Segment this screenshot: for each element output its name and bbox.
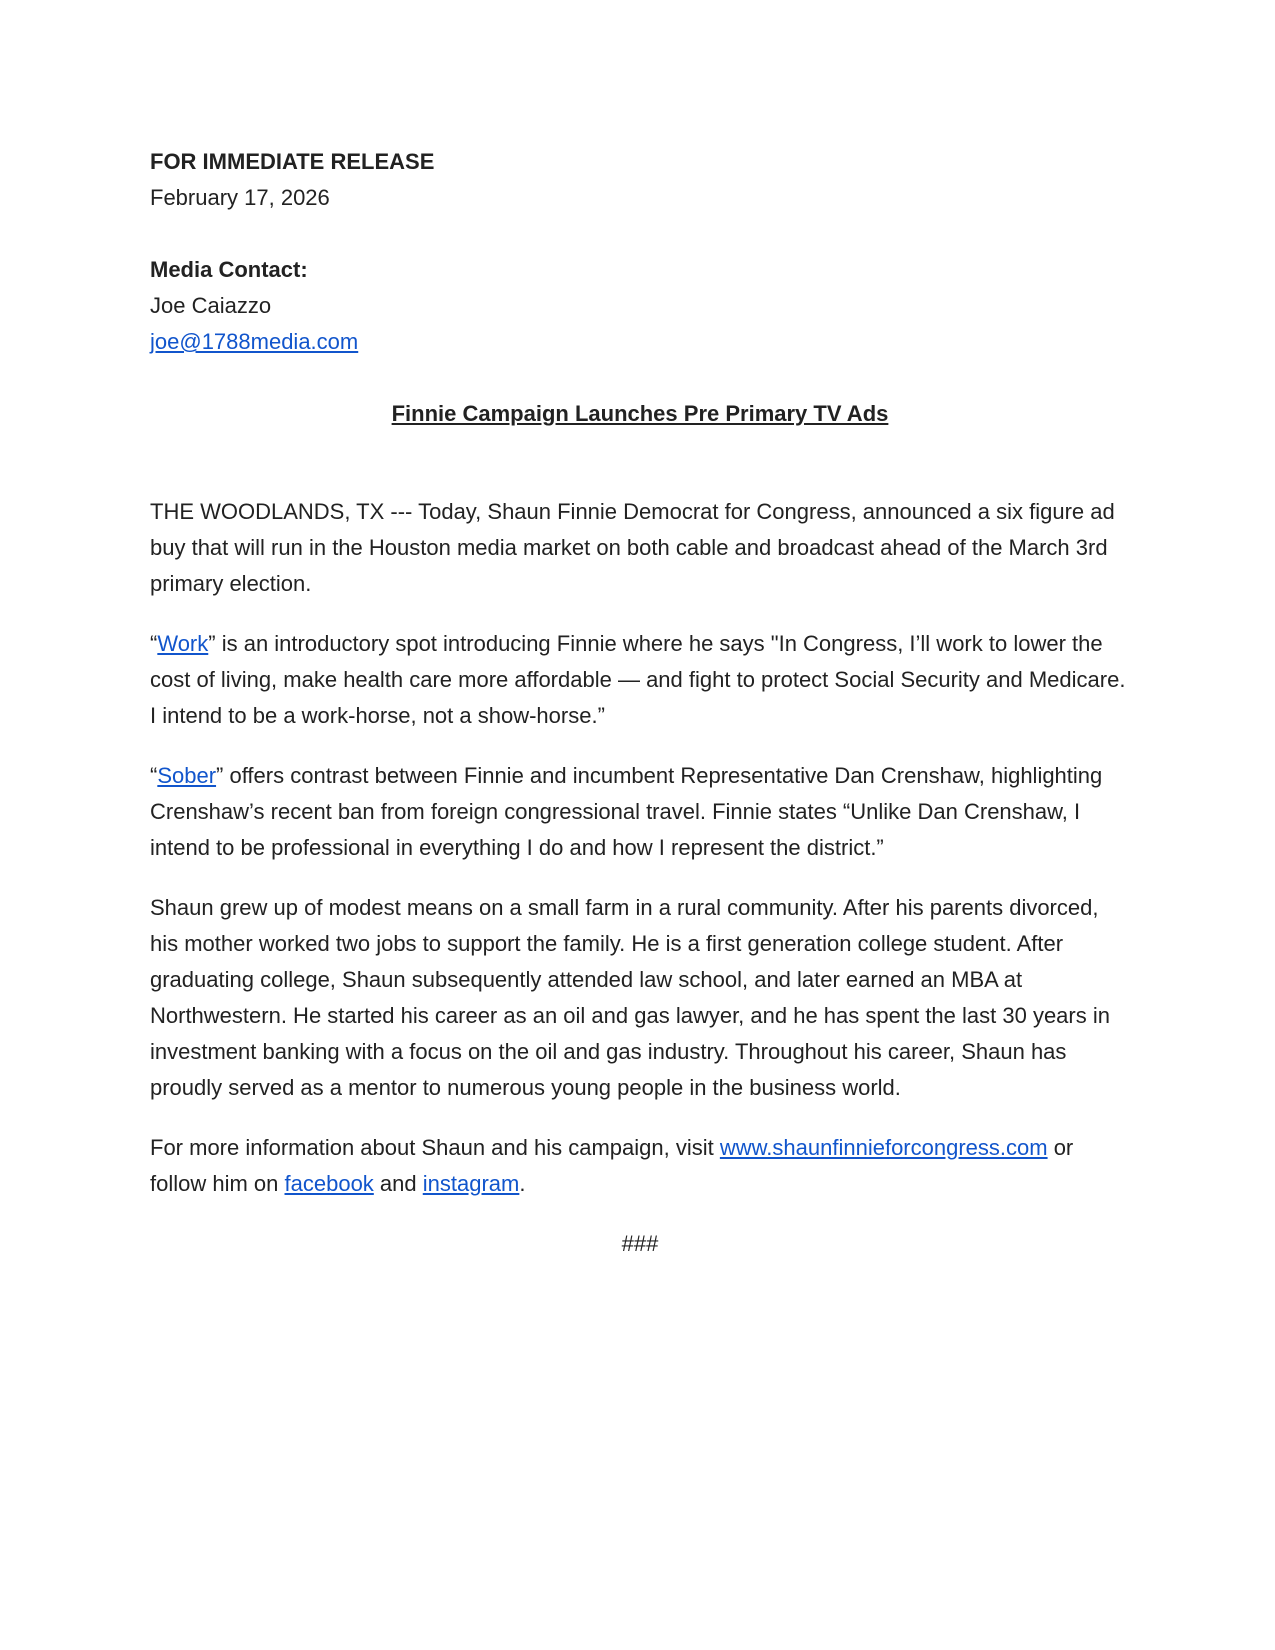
sober-ad-paragraph: [150, 758, 1130, 866]
media-contact-email: [150, 324, 1130, 360]
sober-ad-text: ” offers contrast between Finnie and incumbent Representative Dan Crenshaw, highlighting Crenshaw’s recent ban from foreign congressional travel. Finnie states “Unlike Dan Crenshaw, I intend to be professional in everything I do and how I represent the district.”: [150, 763, 1103, 860]
more-info-text: For more information about Shaun and his campaign, visit: [150, 1135, 720, 1160]
intro-paragraph: THE WOODLANDS, TX --- Today, Shaun Finnie Democrat for Congress, announced a six figure ad buy that will run in the Houston media market on both cable and broadcast ahead of the March 3rd primary election.: [150, 499, 1115, 596]
end-mark: ###: [621, 1231, 659, 1256]
work-ad-link[interactable]: Work: [157, 631, 209, 656]
and-text: and: [373, 1171, 423, 1196]
more-info-paragraph: [150, 1130, 1130, 1202]
press-release-page: [150, 144, 1130, 1284]
bio-paragraph: Shaun grew up of modest means on a small farm in a rural community. After his parents divorced, his mother worked two jobs to support the family. He is a first generation college student. After graduating college, Shaun subsequently attended law school, and later earned an MBA at Northwestern. He started his career as an oil and gas lawyer, and he has spent the last 30 years in investment banking with a focus on the oil and gas industry. Throughout his career, Shaun has proudly served as a mentor to numerous young people in the business world.: [150, 895, 1110, 1100]
headline: Finnie Campaign Launches Pre Primary TV Ads: [391, 401, 889, 426]
media-contact-name: Joe Caiazzo: [150, 293, 272, 318]
website-link[interactable]: www.shaunfinnieforcongress.com: [719, 1135, 1048, 1160]
follow-text: or follow him on: [150, 1135, 1074, 1196]
work-open-quote: “: [150, 631, 158, 656]
release-date: February 17, 2026: [150, 185, 330, 210]
contact-email-link[interactable]: joe@1788media.com: [150, 329, 359, 354]
period-text: .: [519, 1171, 526, 1196]
release-label: FOR IMMEDIATE RELEASE: [150, 149, 435, 174]
sober-open-quote: “: [150, 763, 158, 788]
media-contact-label: Media Contact:: [150, 257, 308, 282]
sober-ad-link[interactable]: Sober: [157, 763, 217, 788]
instagram-link[interactable]: instagram: [422, 1171, 520, 1196]
facebook-link[interactable]: facebook: [284, 1171, 374, 1196]
work-ad-paragraph: [150, 626, 1130, 734]
work-ad-text: ” is an introductory spot introducing Finnie where he says "In Congress, I’ll work to lower the cost of living, make health care more affordable — and fight to protect Social Security and Medicare. I intend to be a work-horse, not a show-horse.”: [150, 631, 1126, 728]
